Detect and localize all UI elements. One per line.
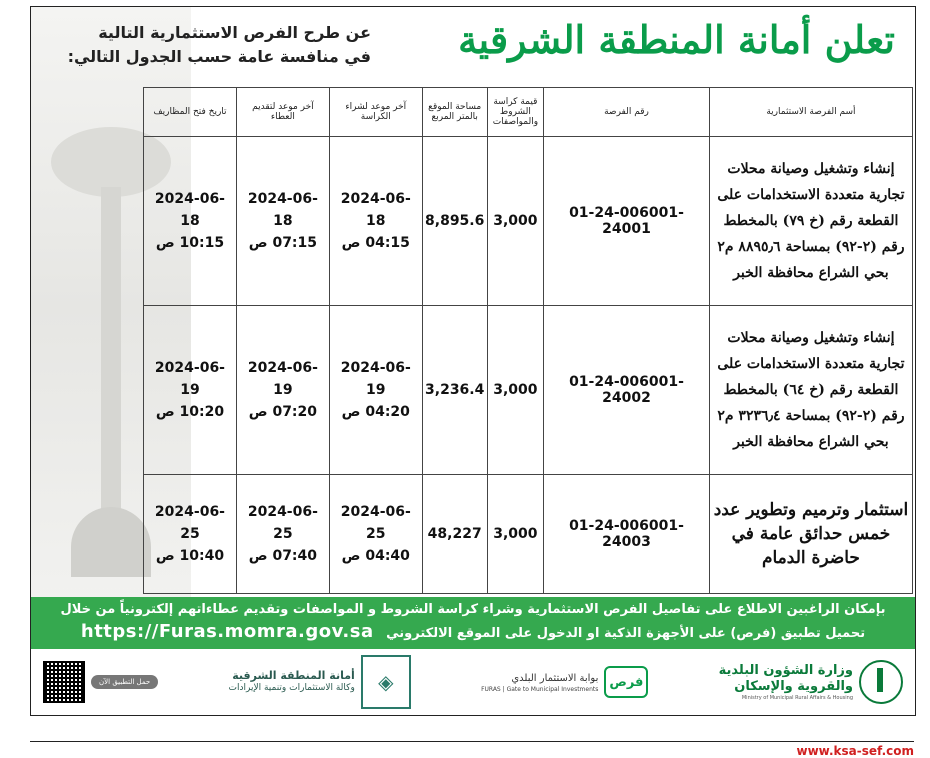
opportunity-name: إنشاء وتشغيل وصيانة محلات تجارية متعددة الاستخدامات على القطعة رقم (خ ٧٩) بالمخطط رقم (٢-٩٢) بمساحة ٨٨٩٥٫٦ م٢ بحي الشراع محافظة الخبر [709,137,912,306]
table-header-row [144,88,913,137]
furas-mark-icon: فرص [604,666,648,698]
furas-website-link[interactable]: https://Furas.momra.gov.sa [80,621,374,642]
opportunity-number: 01-24-006001-24003 [544,475,710,594]
page-title: تعلن أمانة المنطقة الشرقية [458,17,895,62]
header-booklet-price: قيمة كراسة الشروط والمواصفات [487,88,543,137]
opportunity-name: إنشاء وتشغيل وصيانة محلات تجارية متعددة الاستخدامات على القطعة رقم (خ ٦٤) بالمخطط رقم (٢-٩٢) بمساحة ٣٢٣٦٫٤ م٢ بحي الشراع محافظة الخبر [709,306,912,475]
opportunity-number: 01-24-006001-24001 [544,137,710,306]
qr-code-icon[interactable] [43,661,85,703]
announcement-frame [30,6,916,716]
furas-logo: فرص بوابة الاستثمار البلدي FURAS | Gate to Municipal Investments [481,666,648,698]
ministry-logo: وزارة الشؤون البلدية والقروية والإسكان Ministry of Municipal Rural Affairs & Housing [719,660,903,704]
palm-swords-emblem-icon [859,660,903,704]
booklet-price: 3,000 [487,137,543,306]
site-area: 8,895.6 [422,137,487,306]
booklet-price: 3,000 [487,475,543,594]
table-row [144,137,913,306]
header-name: أسم الفرصة الاستثمارية [709,88,912,137]
opening-cell: 2024-06-18 10:15 ص [144,137,237,306]
info-banner [31,597,915,649]
last-purchase-cell: 2024-06-18 04:15 ص [329,137,422,306]
opportunity-number: 01-24-006001-24002 [544,306,710,475]
banner-line-1: بإمكان الراغبين الاطلاع على تفاصيل الفرص الاستثمارية وشراء كراسة الشروط و المواصفات وتقديم عطاءاتهم إلكترونياً من خلال [60,602,886,617]
opening-cell: 2024-06-25 10:40 ص [144,475,237,594]
table-row [144,475,913,594]
site-area: 48,227 [422,475,487,594]
header-last-purchase: آخر موعد لشراء الكراسة [329,88,422,137]
opening-cell: 2024-06-19 10:20 ص [144,306,237,475]
bottom-divider [30,741,914,742]
last-submission-cell: 2024-06-19 07:20 ص [236,306,329,475]
header-number: رقم الفرصة [544,88,710,137]
last-submission-cell: 2024-06-25 07:40 ص [236,475,329,594]
header-opening: تاريخ فتح المظاريف [144,88,237,137]
site-area: 3,236.4 [422,306,487,475]
last-submission-cell: 2024-06-18 07:15 ص [236,137,329,306]
header-area: مساحة الموقع بالمتر المربع [422,88,487,137]
table-row [144,306,913,475]
header [31,7,915,87]
booklet-price: 3,000 [487,306,543,475]
app-download[interactable] [43,661,158,703]
opportunity-name: استثمار وترميم وتطوير عدد خمس حدائق عامة في حاضرة الدمام [709,475,912,594]
last-purchase-cell: 2024-06-19 04:20 ص [329,306,422,475]
header-last-submission: آخر موعد لتقديم العطاء [236,88,329,137]
banner-line-2: تحميل تطبيق (فرص) على الأجهزة الذكية او الدخول على الموقع الالكتروني https://Furas.momra.gov.sa [80,621,866,642]
footer-logos [31,649,915,715]
amanah-logo: ◈ أمانة المنطقة الشرقية وكالة الاستثمارات وتنمية الإيرادات [229,655,411,709]
amanah-calligraphy-icon: ◈ [361,655,411,709]
opportunities-table [143,87,913,594]
download-app-button[interactable]: حمل التطبيق الآن [91,675,158,689]
page-subtitle: عن طرح الفرص الاستثمارية التالية في منافسة عامة حسب الجدول التالي: [67,23,371,66]
last-purchase-cell: 2024-06-25 04:40 ص [329,475,422,594]
source-website[interactable]: www.ksa-sef.com [796,744,914,758]
